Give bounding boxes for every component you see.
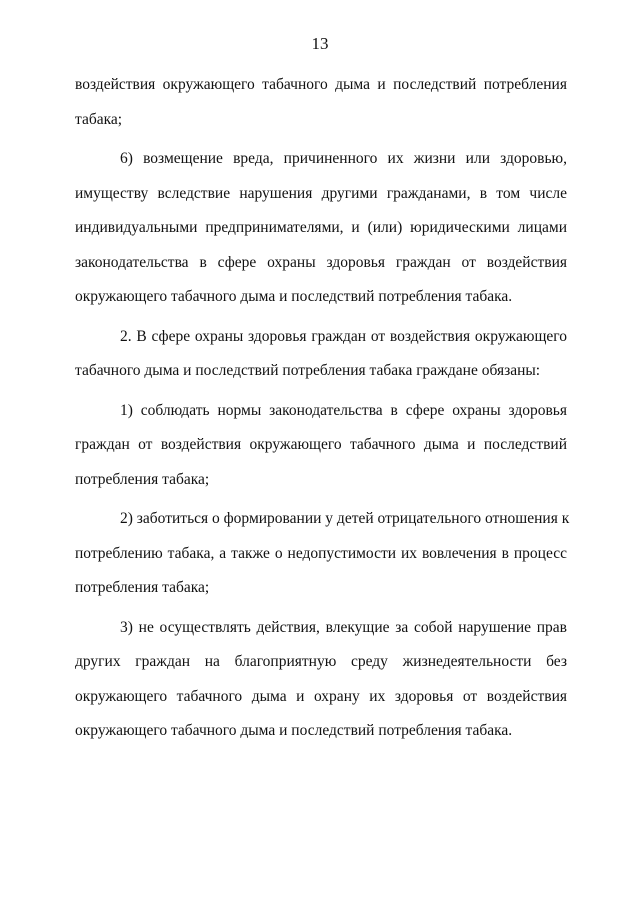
text-line: имуществу вследствие нарушения другими гражданами, в том числе (75, 184, 567, 202)
text-line: 1) соблюдать нормы законодательства в сфере охраны здоровья (120, 401, 567, 419)
document-body (75, 68, 570, 754)
paragraph-item-2 (75, 502, 570, 606)
paragraph-item-3 (75, 611, 567, 749)
text-line: окружающего табачного дыма и охрану их здоровья от воздействия (75, 687, 567, 705)
text-line: 3) не осуществлять действия, влекущие за собой нарушение прав (120, 618, 567, 636)
text-line: окружающего табачного дыма и последствий потребления табака. (75, 722, 513, 739)
text-line: законодательства в сфере охраны здоровья граждан от воздействия (75, 253, 567, 271)
text-line: граждан от воздействия окружающего табачного дыма и последствий (75, 436, 567, 453)
page-number: 13 (311, 34, 329, 53)
text-line: 6) возмещение вреда, причиненного их жизни или здоровью, (120, 150, 567, 167)
text-line: потреблению табака, а также о недопустимости их вовлечения в процесс (75, 544, 567, 562)
text-line: 2) заботиться о формировании у детей отрицательного отношения к (120, 510, 570, 527)
text-line: окружающего табачного дыма и последствий потребления табака. (75, 288, 513, 305)
paragraph-continuation (75, 68, 567, 137)
text-line: 2. В сфере охраны здоровья граждан от воздействия окружающего (120, 327, 567, 345)
text-line: потребления табака; (75, 470, 210, 488)
text-line: потребления табака; (75, 579, 210, 596)
paragraph-item-6 (75, 142, 567, 315)
text-line: табака; (75, 110, 123, 128)
text-line: воздействия окружающего табачного дыма и последствий потребления (75, 76, 567, 93)
text-line: индивидуальными предпринимателями, и (или) юридическими лицами (75, 219, 567, 236)
paragraph-section-2 (75, 320, 567, 389)
text-line: табачного дыма и последствий потребления табака граждане обязаны: (75, 362, 541, 379)
text-line: других граждан на благоприятную среду жизнедеятельности без (75, 653, 567, 670)
paragraph-item-1 (75, 394, 567, 498)
